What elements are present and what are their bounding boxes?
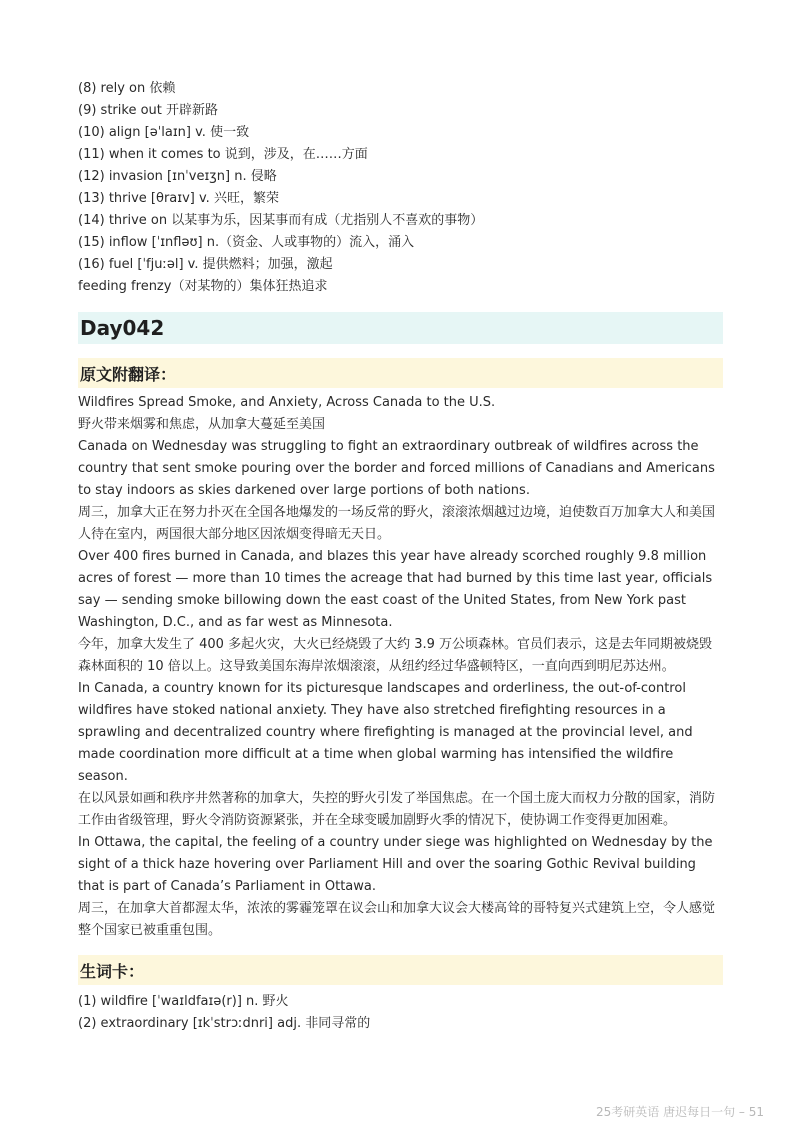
paragraph-en: In Ottawa, the capital, the feeling of a country under siege was highlighted on Wednesday by the sight of a thick haze hovering over Parliament Hill and over the soaring Gothic Revival building that is part of Canada’s Parliament in Ottawa. <box>78 835 713 894</box>
vocab-item: (8) rely on 依赖 <box>78 81 176 96</box>
paragraph-en: Over 400 fires burned in Canada, and blazes this year have already scorched roughly 9.8 million acres of forest — more than 10 times the acreage that had burned by this time last year, officials say — sending smoke billowing down the east coast of the United States, from New York past Washington, D.C., and as far west as Minnesota. <box>78 549 713 630</box>
page-content <box>78 78 723 1035</box>
vocab-item: (13) thrive [θraɪv] v. 兴旺，繁荣 <box>78 191 279 206</box>
vocab-item: (11) when it comes to 说到，涉及，在……方面 <box>78 147 368 162</box>
vocab-item: (14) thrive on 以某事为乐，因某事而有成（尤指别人不喜欢的事物） <box>78 213 484 228</box>
section-title: 原文附翻译： <box>80 364 177 384</box>
paragraph-zh: 在以风景如画和秩序井然著称的加拿大，失控的野火引发了举国焦虑。在一个国土庞大而权力分散的国家，消防工作由省级管理，野火令消防资源紧张，并在全球变暖加剧野火季的情况下，使协调工作变得更加困难。 <box>78 791 716 828</box>
section-title: 生词卡： <box>80 961 145 981</box>
section-header-original-text <box>78 358 723 388</box>
vocab-item: (1) wildfire [ˈwaɪldfaɪə(r)] n. 野火 <box>78 994 289 1009</box>
vocab-item: (16) fuel [ˈfjuːəl] v. 提供燃料；加强，激起 <box>78 257 333 272</box>
article-title-en: Wildfires Spread Smoke, and Anxiety, Across Canada to the U.S. <box>78 395 496 410</box>
vocab-item: (9) strike out 开辟新路 <box>78 103 218 118</box>
paragraph-en: Canada on Wednesday was struggling to fight an extraordinary outbreak of wildfires across the country that sent smoke pouring over the border and forced millions of Canadians and Americans to stay indoors as skies darkened over large portions of both nations. <box>78 439 715 498</box>
vocab-item: (15) inflow [ˈɪnfləʊ] n.（资金、人或事物的）流入，涌入 <box>78 235 415 250</box>
section-header-vocab-card <box>78 955 723 985</box>
article-title-zh: 野火带来烟雾和焦虑，从加拿大蔓延至美国 <box>78 417 326 432</box>
vocab-item: (12) invasion [ɪnˈveɪʒn] n. 侵略 <box>78 169 277 184</box>
day-title-bar <box>78 312 723 344</box>
paragraph-zh: 周三，加拿大正在努力扑灭在全国各地爆发的一场反常的野火，滚滚浓烟越过边境，迫使数百万加拿大人和美国人待在室内，两国很大部分地区因浓烟变得暗无天日。 <box>78 505 716 542</box>
vocab-item: (2) extraordinary [ɪkˈstrɔːdnri] adj. 非同寻常的 <box>78 1016 371 1031</box>
article-body <box>78 392 723 942</box>
day-title: Day042 <box>80 316 165 340</box>
paragraph-en: In Canada, a country known for its picturesque landscapes and orderliness, the out-of-control wildfires have stoked national anxiety. They have also stretched firefighting resources in a sprawling and decentralized country where firefighting is managed at the provincial level, and made coordination more difficult at a time when global warming has intensified the wildfire season. <box>78 681 693 784</box>
page-footer: 25考研英语 唐迟每日一句 – 51 <box>596 1105 764 1119</box>
vocab-item: (10) align [əˈlaɪn] v. 使一致 <box>78 125 250 140</box>
vocab-list-top <box>78 78 723 298</box>
paragraph-zh: 今年，加拿大发生了 400 多起火灾，大火已经烧毁了大约 3.9 万公顷森林。官员们表示，这是去年同期被烧毁森林面积的 10 倍以上。这导致美国东海岸浓烟滚滚，从纽约经过华盛顿特区，一直向西到明尼苏达州。 <box>78 637 713 674</box>
vocab-list-bottom <box>78 991 723 1035</box>
paragraph-zh: 周三，在加拿大首都渥太华，浓浓的雾霾笼罩在议会山和加拿大议会大楼高耸的哥特复兴式建筑上空，令人感觉整个国家已被重重包围。 <box>78 901 716 938</box>
vocab-item: feeding frenzy（对某物的）集体狂热追求 <box>78 279 328 294</box>
